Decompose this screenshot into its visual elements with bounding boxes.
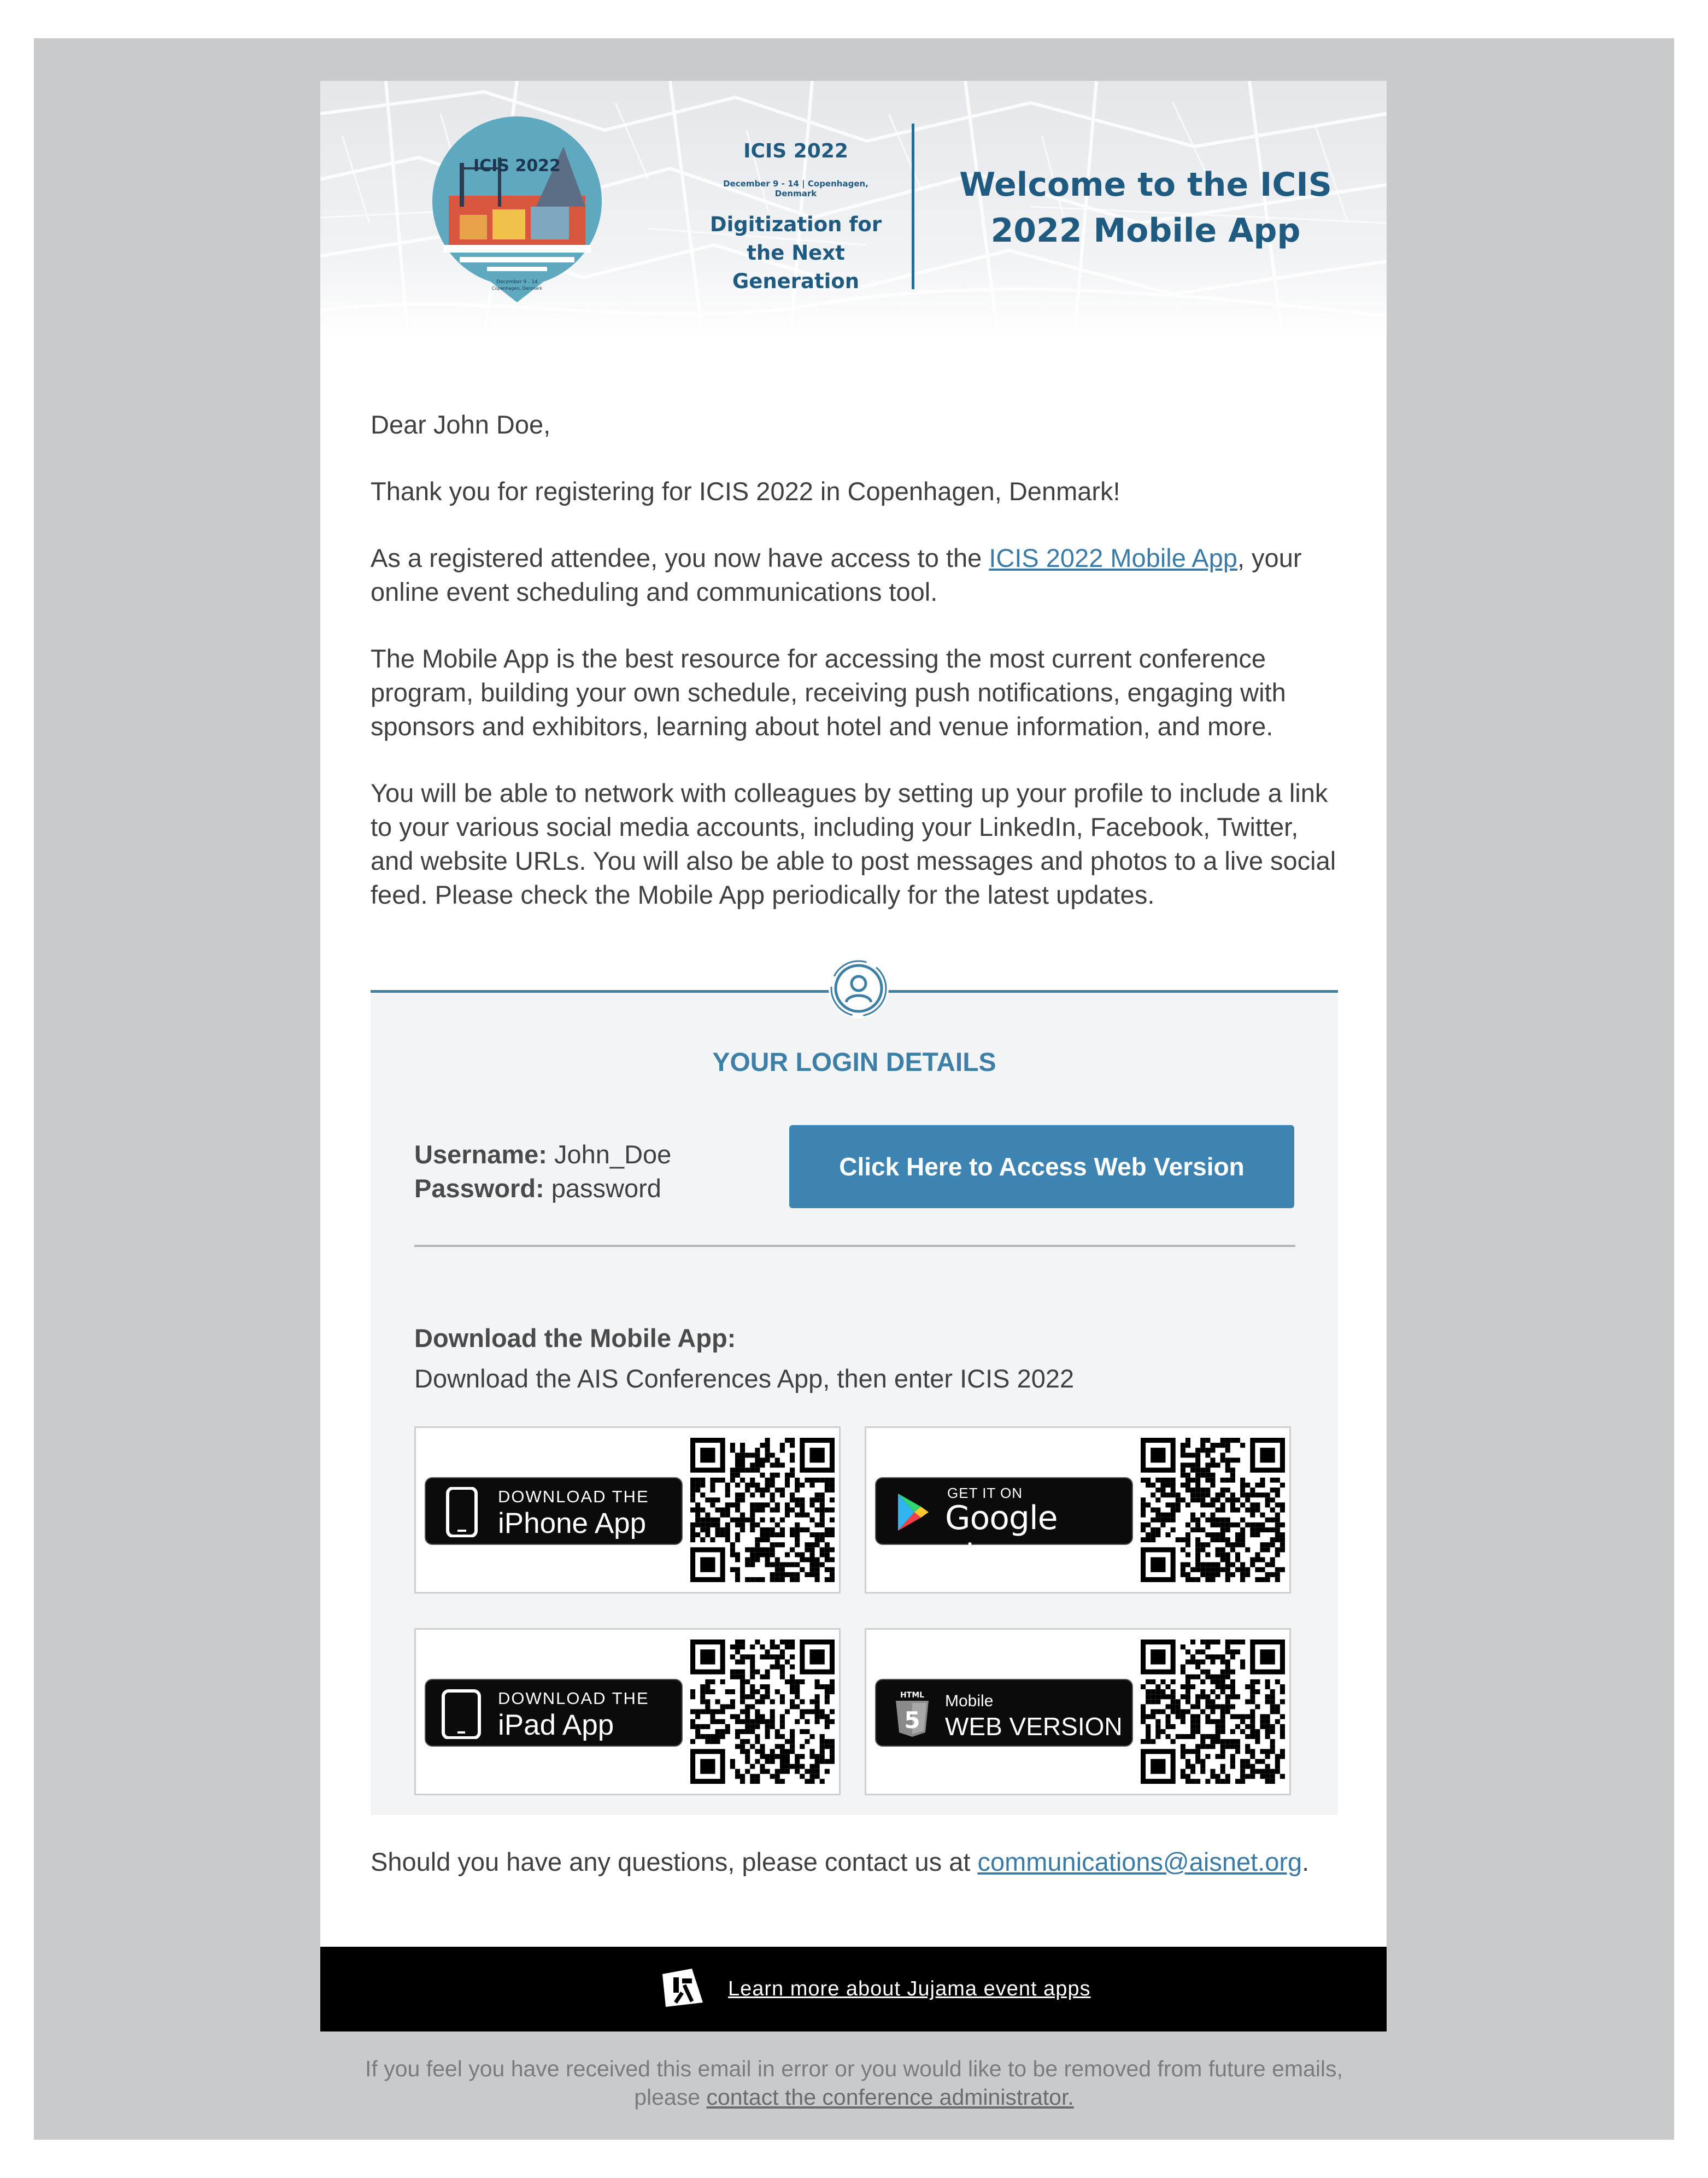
access-text-post: , your online event scheduling and communications tool. [371, 543, 1302, 606]
logo-dates-text: December 9 - 14 [496, 279, 538, 285]
jujama-bar [320, 1947, 1387, 2031]
tagline-title: ICIS 2022 [743, 140, 848, 162]
thanks-paragraph: Thank you for registering for ICIS 2022 in Copenhagen, Denmark! [371, 477, 1120, 506]
badge-big-text: WEB VERSION [945, 1712, 1123, 1741]
badge-small-text: GET IT ON [947, 1485, 1023, 1501]
credentials [414, 1138, 671, 1205]
qr-code-icon[interactable] [690, 1436, 835, 1584]
svg-text:5: 5 [904, 1707, 920, 1734]
phone-icon [440, 1487, 484, 1537]
ipad-app-badge[interactable] [425, 1679, 683, 1747]
iphone-app-badge[interactable] [425, 1477, 683, 1545]
web-version-tile[interactable] [865, 1628, 1291, 1795]
username-label: Username: [414, 1140, 547, 1169]
qr-code-icon[interactable] [1141, 1436, 1285, 1584]
jujama-logo-icon [660, 1969, 705, 2007]
notice-pre: please [634, 2085, 707, 2110]
email-frame [34, 38, 1674, 2140]
badge-small-text: DOWNLOAD THE [498, 1487, 649, 1506]
html5-label: HTML [900, 1691, 925, 1700]
username-row [414, 1138, 671, 1172]
logo-city-text: Copenhagen, Denmark [491, 286, 543, 291]
download-subtitle: Download the AIS Conferences App, then enter ICIS 2022 [414, 1364, 1075, 1393]
user-icon [829, 958, 889, 1018]
badge-small-text: Mobile [945, 1692, 994, 1710]
welcome-heading: Welcome to the ICIS 2022 Mobile App [959, 166, 1332, 250]
tablet-icon [440, 1689, 484, 1739]
badge-small-text: DOWNLOAD THE [498, 1689, 649, 1708]
badge-big-text: Google play [945, 1499, 1058, 1576]
panel-divider [414, 1245, 1295, 1247]
contact-admin-link[interactable]: contact the conference administrator. [706, 2085, 1074, 2110]
qr-code-icon[interactable] [690, 1637, 835, 1786]
contact-email-link[interactable]: communications@aisnet.org [977, 1847, 1302, 1876]
tagline-block [703, 140, 889, 296]
web-version-button[interactable]: Click Here to Access Web Version [789, 1125, 1294, 1208]
iphone-app-tile[interactable] [414, 1426, 841, 1594]
tagline-theme: Digitization for the Next Generation [709, 213, 882, 293]
jujama-link[interactable]: Learn more about Jujama event apps [728, 1977, 1091, 2000]
access-text-pre: As a registered attendee, you now have access to the [371, 543, 989, 572]
password-value: password [551, 1174, 661, 1203]
username-value: John_Doe [554, 1140, 672, 1169]
notice-line-2 [34, 2083, 1674, 2111]
ipad-app-tile[interactable] [414, 1628, 841, 1795]
notice-line-1: If you feel you have received this email in error or you would like to be removed from future emails, [365, 2056, 1343, 2081]
login-panel [371, 993, 1338, 1815]
google-play-badge[interactable] [875, 1477, 1133, 1576]
contact-line [371, 1847, 1309, 1877]
badge-big-text: iPhone App [498, 1507, 647, 1539]
mobile-app-link[interactable]: ICIS 2022 Mobile App [989, 543, 1237, 572]
email-card [320, 81, 1387, 2031]
qr-code-icon[interactable] [1141, 1637, 1285, 1786]
access-paragraph [371, 541, 1338, 609]
logo-year-text: ICIS 2022 [473, 156, 561, 175]
resource-paragraph: The Mobile App is the best resource for accessing the most current conference program, building your own schedule, receiving push notifications, engaging with sponsors and exhibitors, learning about hotel and venue information, and more. [371, 644, 1286, 741]
badge-big-text: iPad App [498, 1709, 614, 1741]
google-play-tile[interactable] [865, 1426, 1291, 1594]
password-row [414, 1172, 671, 1205]
greeting: Dear John Doe, [371, 410, 551, 439]
google-play-icon [890, 1487, 934, 1537]
icis-logo [427, 114, 607, 305]
password-label: Password: [414, 1174, 544, 1203]
unsubscribe-notice [34, 2054, 1674, 2111]
download-title: Download the Mobile App: [414, 1324, 736, 1353]
network-paragraph: You will be able to network with colleagues by setting up your profile to include a link to your various social media accounts, including your LinkedIn, Facebook, Twitter, and website URLs. You will also be able to post messages and photos to a live social feed. Please check the Mobile App periodically for the latest updates. [371, 778, 1336, 909]
user-badge [829, 958, 889, 1018]
html5-icon [890, 1689, 934, 1739]
header-divider [912, 124, 914, 289]
web-version-badge[interactable] [875, 1679, 1133, 1747]
contact-text-pre: Should you have any questions, please contact us at [371, 1847, 978, 1876]
login-title: YOUR LOGIN DETAILS [712, 1048, 996, 1077]
header-banner [320, 81, 1387, 338]
email-body [371, 408, 1338, 945]
tagline-dates: December 9 - 14 | Copenhagen, Denmark [723, 179, 868, 198]
contact-text-post: . [1302, 1847, 1310, 1876]
